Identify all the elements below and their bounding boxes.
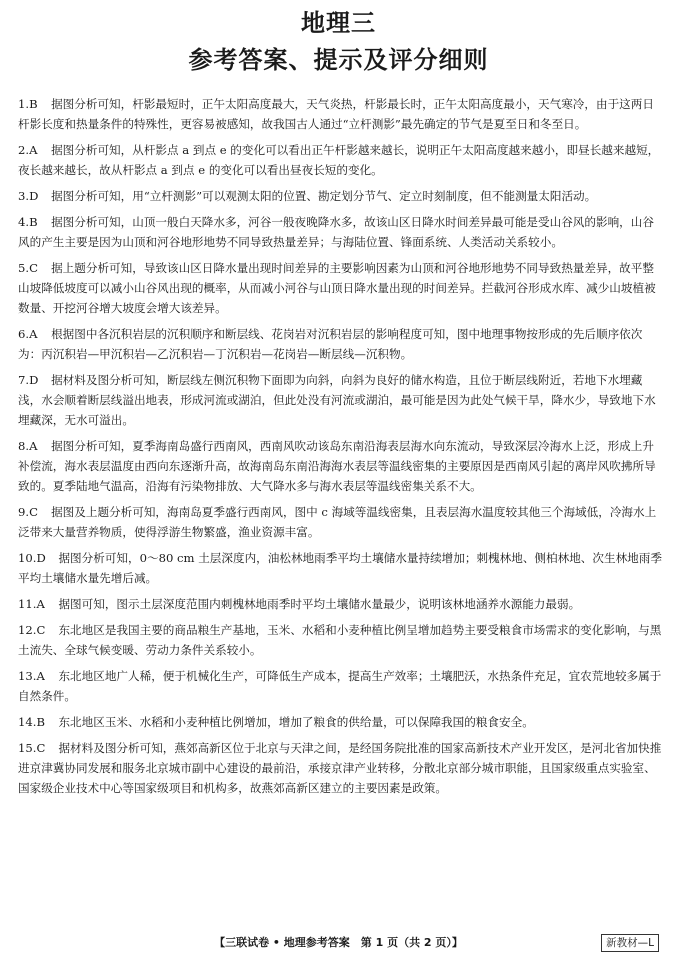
question-number: 7. bbox=[18, 373, 30, 387]
answer-item bbox=[18, 712, 664, 732]
question-number: 12. bbox=[18, 623, 37, 637]
answer-item bbox=[18, 370, 664, 430]
answer-item bbox=[18, 594, 664, 614]
answer-letter: B bbox=[36, 715, 45, 729]
answer-letter: C bbox=[29, 505, 38, 519]
answer-item bbox=[18, 502, 664, 542]
explanation-text: 据材料及图分析可知，燕郊高新区位于北京与天津之间，是经国务院批准的国家高新技术产业开发区，是河北省加快推进京津冀协同发展和服务北京城市副中心建设的最前沿，承接京津产业转移，分散北京部分城市职能，且国家级重点实验室、国家级企业技术中心等国家级项目和机构多，故燕郊高新区建立的主要因素是政策。 bbox=[18, 741, 662, 795]
answer-item bbox=[18, 436, 664, 496]
explanation-text: 据图分析可知，用“立杆测影”可以观测太阳的位置、勘定划分节气、定立时刻制度，但不能测量太阳活动。 bbox=[51, 189, 597, 203]
answer-item bbox=[18, 620, 664, 660]
question-number: 1. bbox=[18, 97, 30, 111]
explanation-text: 据图可知，图示土层深度范围内刺槐林地雨季时平均土壤储水量最少，说明该林地涵养水源能力最弱。 bbox=[58, 597, 581, 611]
answer-letter: C bbox=[36, 623, 46, 637]
question-number: 4. bbox=[18, 215, 30, 229]
answer-letter: B bbox=[29, 97, 38, 111]
answer-letter: C bbox=[36, 741, 46, 755]
question-number: 6. bbox=[18, 327, 30, 341]
explanation-text: 东北地区地广人稀，便于机械化生产，可降低生产成本，提高生产效率；土壤肥沃，水热条件充足，宜农荒地较多属于自然条件。 bbox=[18, 669, 662, 703]
footer-page-info: 【三联试卷 • 地理参考答案 第 1 页（共 2 页）】 bbox=[214, 936, 463, 949]
page-title: 地理三 bbox=[301, 9, 376, 37]
answer-letter: A bbox=[29, 143, 38, 157]
answer-item bbox=[18, 140, 664, 180]
answer-letter: D bbox=[36, 551, 46, 565]
page-footer bbox=[0, 933, 677, 953]
answer-item bbox=[18, 186, 664, 206]
question-number: 3. bbox=[18, 189, 30, 203]
answer-letter: A bbox=[36, 669, 45, 683]
answer-item bbox=[18, 666, 664, 706]
question-number: 5. bbox=[18, 261, 30, 275]
answer-item bbox=[18, 258, 664, 318]
explanation-text: 据图分析可知，0～80 cm 土层深度内，油松林地雨季平均土壤储水量持续增加；刺槐林地、侧柏林地、次生林地雨季平均土壤储水量先增后减。 bbox=[18, 551, 662, 585]
question-number: 2. bbox=[18, 143, 30, 157]
question-number: 9. bbox=[18, 505, 30, 519]
page-subtitle: 参考答案、提示及评分细则 bbox=[188, 46, 489, 74]
title-block bbox=[0, 8, 677, 76]
explanation-text: 据图分析可知，杆影最短时，正午太阳高度最大，天气炎热，杆影最长时，正午太阳高度最小，天气寒冷，由于这两日杆影长度和热量条件的特殊性，更容易被感知，故我国古人通过“立杆测影”最先确定的节气是夏至日和冬至日。 bbox=[18, 97, 654, 131]
answer-letter: C bbox=[29, 261, 38, 275]
explanation-text: 据材料及图分析可知，断层线左侧沉积物下面即为向斜，向斜为良好的储水构造，且位于断层线附近，若地下水埋藏浅，水会顺着断层线溢出地表，形成河流或湖泊，但此处没有河流或湖泊，最可能是因为此处气候干旱，降水少，导致地下水埋藏深，无水可溢出。 bbox=[18, 373, 656, 427]
question-number: 10. bbox=[18, 551, 37, 565]
question-number: 14. bbox=[18, 715, 37, 729]
answer-list bbox=[18, 94, 664, 804]
footer-edition-tag: 新教材—L bbox=[601, 934, 659, 952]
answer-letter: A bbox=[36, 597, 45, 611]
explanation-text: 据图分析可知，夏季海南岛盛行西南风，西南风吹动该岛东南沿海表层海水向东流动，导致深层冷海水上泛，形成上升补偿流，海水表层温度由西向东逐渐升高，故海南岛东南沿海海水表层等温线密集的主要原因是西南风引起的离岸风吹拂所导致的。夏季陆地气温高，沿海有污染物排放、大气降水多与海水表层等温线密集关系不大。 bbox=[18, 439, 656, 493]
answer-item bbox=[18, 212, 664, 252]
question-number: 8. bbox=[18, 439, 30, 453]
answer-letter: D bbox=[29, 189, 39, 203]
explanation-text: 东北地区玉米、水稻和小麦种植比例增加，增加了粮食的供给量，可以保障我国的粮食安全。 bbox=[58, 715, 534, 729]
answer-item bbox=[18, 738, 664, 798]
explanation-text: 据图及上题分析可知，海南岛夏季盛行西南风，图中 c 海域等温线密集，且表层海水温度较其他三个海域低，冷海水上泛带来大量营养物质，使得浮游生物繁盛，渔业资源丰富。 bbox=[18, 505, 657, 539]
explanation-text: 东北地区是我国主要的商品粮生产基地，玉米、水稻和小麦种植比例呈增加趋势主要受粮食市场需求的变化影响，与黑土流失、全球气候变暖、劳动力条件关系较小。 bbox=[18, 623, 662, 657]
explanation-text: 据图分析可知，从杆影点 a 到点 e 的变化可以看出正午杆影越来越长，说明正午太阳高度越来越小，即昼长越来越短，夜长越来越长，故从杆影点 a 到点 e 的变化可以看出昼夜长短的变化。 bbox=[18, 143, 660, 177]
answer-item bbox=[18, 324, 664, 364]
answer-letter: B bbox=[29, 215, 38, 229]
answer-item bbox=[18, 548, 664, 588]
question-number: 11. bbox=[18, 597, 37, 611]
answer-letter: A bbox=[29, 327, 38, 341]
answer-item bbox=[18, 94, 664, 134]
question-number: 15. bbox=[18, 741, 37, 755]
explanation-text: 根据图中各沉积岩层的沉积顺序和断层线、花岗岩对沉积岩层的影响程度可知，图中地理事物按形成的先后顺序依次为：丙沉积岩—甲沉积岩—乙沉积岩—丁沉积岩—花岗岩—断层线—沉积物。 bbox=[18, 327, 643, 361]
explanation-text: 据上题分析可知，导致该山区日降水量出现时间差异的主要影响因素为山顶和河谷地形地势不同导致热量差异，故平整山坡降低坡度可以减小山谷风出现的概率，从而减小河谷与山顶日降水量出现的时间差异。拦截河谷形成水库、减少山坡植被数量、开挖河谷增大坡度会增大该差异。 bbox=[18, 261, 656, 315]
answer-letter: D bbox=[29, 373, 39, 387]
answer-letter: A bbox=[29, 439, 38, 453]
question-number: 13. bbox=[18, 669, 37, 683]
explanation-text: 据图分析可知，山顶一般白天降水多，河谷一般夜晚降水多，故该山区日降水时间差异最可能是受山谷风的影响，山谷风的产生主要是因为山顶和河谷地形地势不同导致热量差异；与海陆位置、锋面系统、人类活动关系较小。 bbox=[18, 215, 654, 249]
